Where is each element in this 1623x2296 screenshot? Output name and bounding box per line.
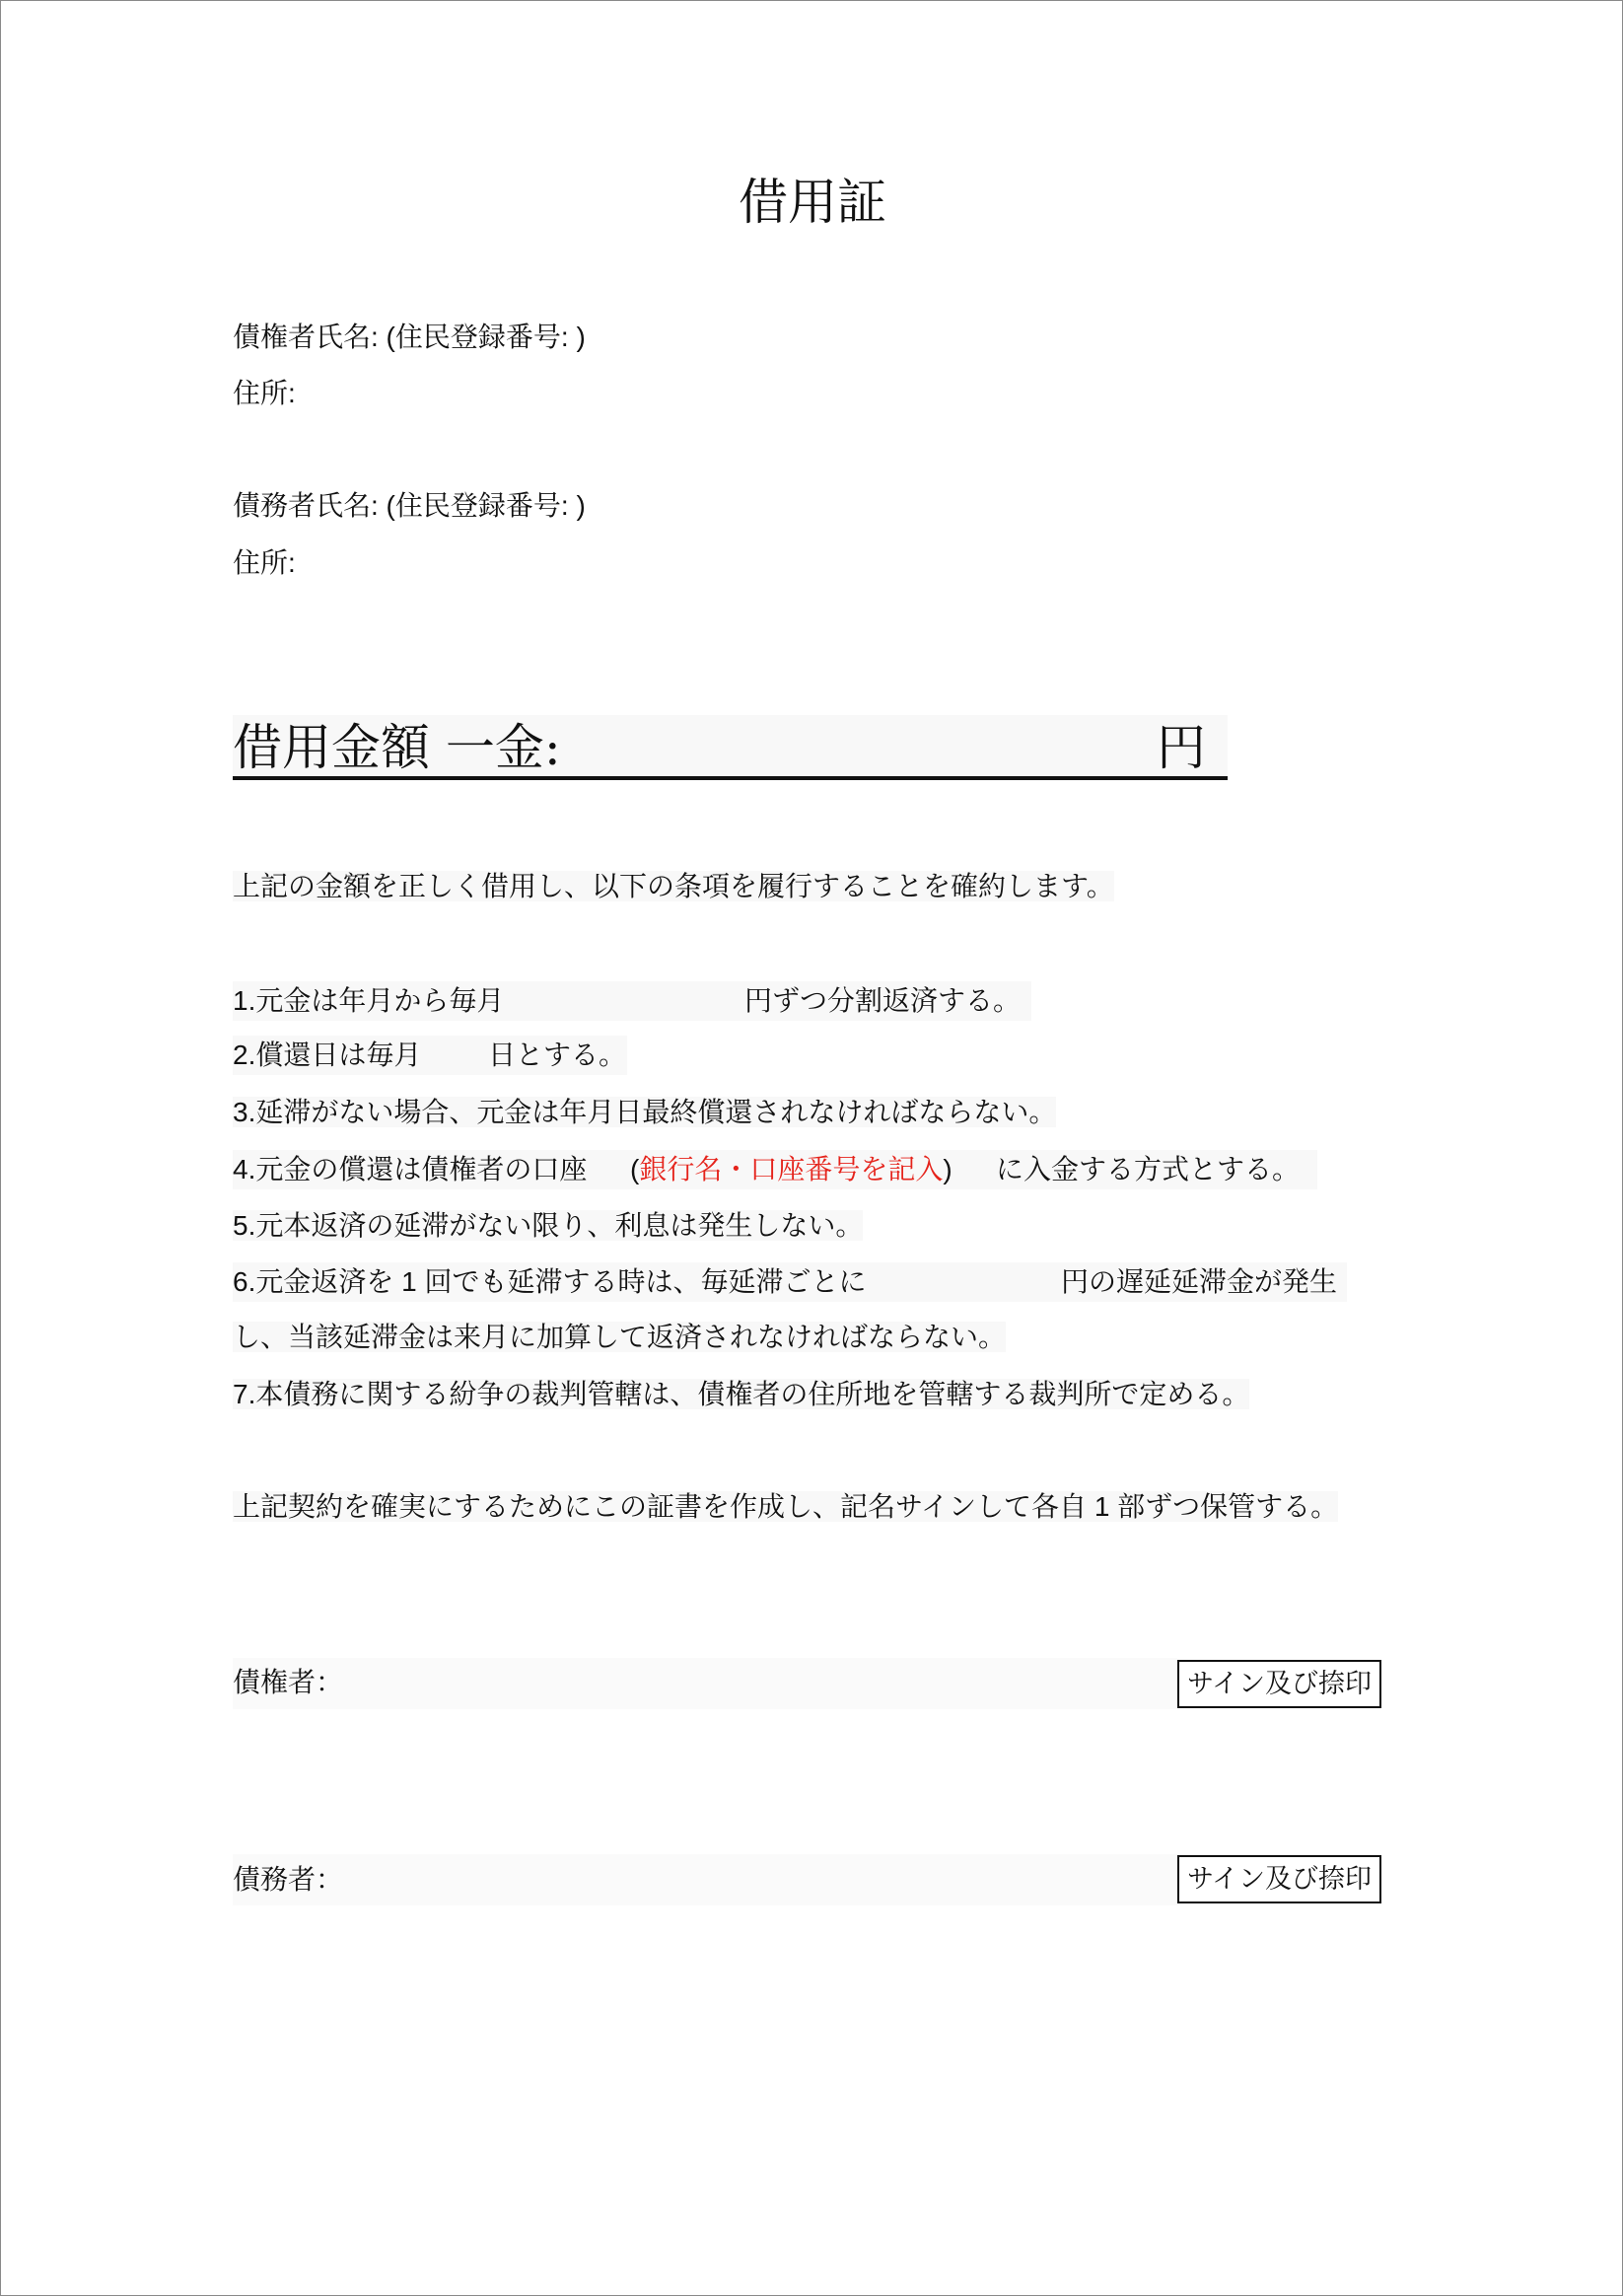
debtor-sign-seal-box: サイン及び捺印 bbox=[1177, 1855, 1381, 1903]
amount-label: 借用金額 一金: bbox=[233, 719, 561, 776]
creditor-signature-label: 債権者： bbox=[233, 1667, 344, 1697]
clause-3 bbox=[233, 1093, 1056, 1132]
clause-5 bbox=[233, 1206, 863, 1246]
clause-6-part2: 円の遅延延滞金が発生 bbox=[1061, 1266, 1338, 1297]
clause-4-suffix: に入金する方式とする。 bbox=[996, 1154, 1301, 1184]
clause-6-line2: し、当該延滞金は来月に加算して返済されなければならない。 bbox=[233, 1322, 1007, 1352]
clause-7-text: 7.本債務に関する紛争の裁判管轄は、債権者の住所地を管轄する裁判所で定める。 bbox=[233, 1379, 1250, 1409]
clause-5-text: 5.元本返済の延滞がない限り、利息は発生しない。 bbox=[233, 1210, 864, 1241]
amount-unit: 円 bbox=[1157, 719, 1206, 776]
closing-sentence: 上記契約を確実にするためにこの証書を作成し、記名サインして各自 1 部ずつ保管する。 bbox=[233, 1491, 1339, 1522]
clause-2 bbox=[233, 1036, 627, 1075]
debtor-name-label: 債務者氏名: (住民登録番号: ) bbox=[233, 490, 586, 521]
clause-2-part2: 日とする。 bbox=[488, 1040, 627, 1070]
creditor-address-label: 住所: bbox=[233, 378, 296, 408]
amount-underline bbox=[233, 776, 1228, 780]
clause-2-part1: 2.償還日は毎月 bbox=[233, 1040, 422, 1070]
creditor-name-label: 債権者氏名: (住民登録番号: ) bbox=[233, 322, 586, 352]
clause-7 bbox=[233, 1375, 1249, 1414]
clause-4 bbox=[233, 1150, 1317, 1189]
clause-4-prefix: 4.元金の償還は債権者の口座 bbox=[233, 1154, 588, 1184]
clause-6-continued bbox=[233, 1318, 1006, 1357]
clause-3-text: 3.延滞がない場合、元金は年月日最終償還されなければならない。 bbox=[233, 1097, 1057, 1127]
clause-4-note: 銀行名・口座番号を記入 bbox=[639, 1154, 944, 1184]
clause-4-close-paren: ) bbox=[943, 1154, 953, 1184]
intro-sentence: 上記の金額を正しく借用し、以下の条項を履行することを確約します。 bbox=[233, 871, 1114, 901]
intro-text bbox=[233, 867, 1114, 906]
clause-6-part1: 6.元金返済を 1 回でも延滞する時は、毎延滞ごとに bbox=[233, 1266, 867, 1297]
debtor-address-label: 住所: bbox=[233, 547, 296, 578]
document-title: 借用証 bbox=[739, 174, 886, 231]
clause-4-account-note bbox=[630, 1150, 953, 1189]
creditor-signature-line bbox=[233, 1658, 1177, 1709]
creditor-sign-seal-box: サイン及び捺印 bbox=[1177, 1660, 1381, 1708]
closing-text bbox=[233, 1487, 1338, 1527]
debtor-signature-line bbox=[233, 1854, 1177, 1905]
clause-4-open-paren: ( bbox=[630, 1154, 640, 1184]
clause-1-part2: 円ずつ分割返済する。 bbox=[744, 985, 1022, 1016]
clause-6 bbox=[233, 1262, 1347, 1302]
clause-1 bbox=[233, 981, 1031, 1021]
debtor-signature-label: 債務者： bbox=[233, 1864, 344, 1895]
clause-1-part1: 1.元金は年月から毎月 bbox=[233, 985, 505, 1016]
